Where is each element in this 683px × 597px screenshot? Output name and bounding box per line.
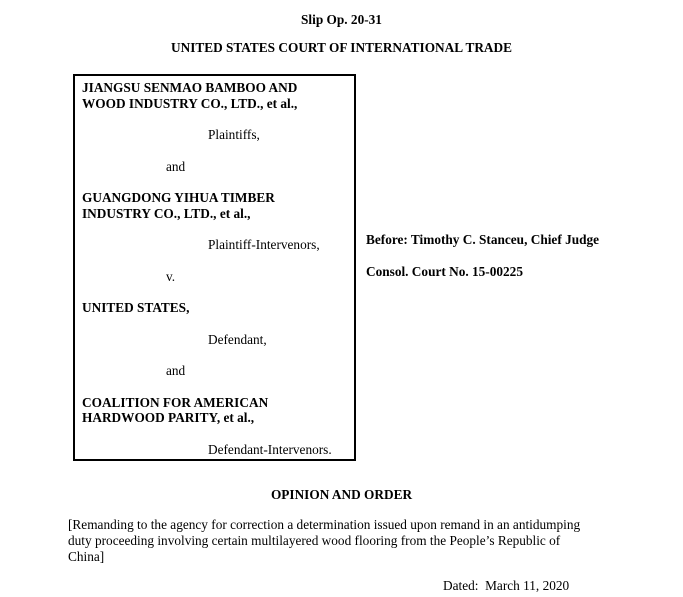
plaintiff-intervenor-name-line2: INDUSTRY CO., LTD., et al., [82, 205, 251, 221]
versus-label: v. [166, 268, 176, 284]
plaintiff-intervenor-name-line1: GUANGDONG YIHUA TIMBER [82, 190, 275, 205]
opinion-and-order-heading: OPINION AND ORDER [270, 487, 413, 502]
defendant-intervenor-name-line2: HARDWOOD PARITY, et al., [82, 410, 255, 425]
conjunction-and-1: and [166, 158, 186, 174]
presiding-judge-line: Before: Timothy C. Stanceu, Chief Judge [366, 232, 600, 247]
plaintiff-name-line2: WOOD INDUSTRY CO., LTD., et al., [82, 95, 298, 111]
defendant-name: UNITED STATES, [82, 300, 190, 315]
plaintiff-role-label: Plaintiffs, [208, 127, 260, 142]
court-name-heading: UNITED STATES COURT OF INTERNATIONAL TRADE [170, 40, 513, 55]
defendant-intervenor-name-line1: COALITION FOR AMERICAN [82, 394, 269, 410]
plaintiff-intervenor-role-label: Plaintiff-Intervenors, [208, 237, 320, 252]
slip-opinion-number: Slip Op. 20-31 [301, 12, 382, 27]
opinion-summary-line2: duty proceeding involving certain multilayered wood flooring from the People’s Republic of [68, 533, 561, 548]
opinion-summary-line3: China] [68, 549, 105, 564]
case-caption-box [73, 74, 356, 461]
defendant-intervenor-role-label: Defendant-Intervenors. [208, 441, 332, 457]
case-info-column [366, 74, 599, 461]
case-caption-section [0, 74, 683, 461]
plaintiff-name-line1: JIANGSU SENMAO BAMBOO AND [82, 80, 298, 95]
opinion-summary-line1: [Remanding to the agency for correction a determination issued upon remand in an antidumping [68, 517, 581, 532]
defendant-role-label: Defendant, [208, 331, 267, 347]
consolidated-court-number: Consol. Court No. 15-00225 [366, 264, 523, 279]
conjunction-and-2: and [166, 363, 186, 378]
dated-line: Dated: March 11, 2020 [443, 578, 570, 593]
opinion-summary [68, 517, 683, 565]
